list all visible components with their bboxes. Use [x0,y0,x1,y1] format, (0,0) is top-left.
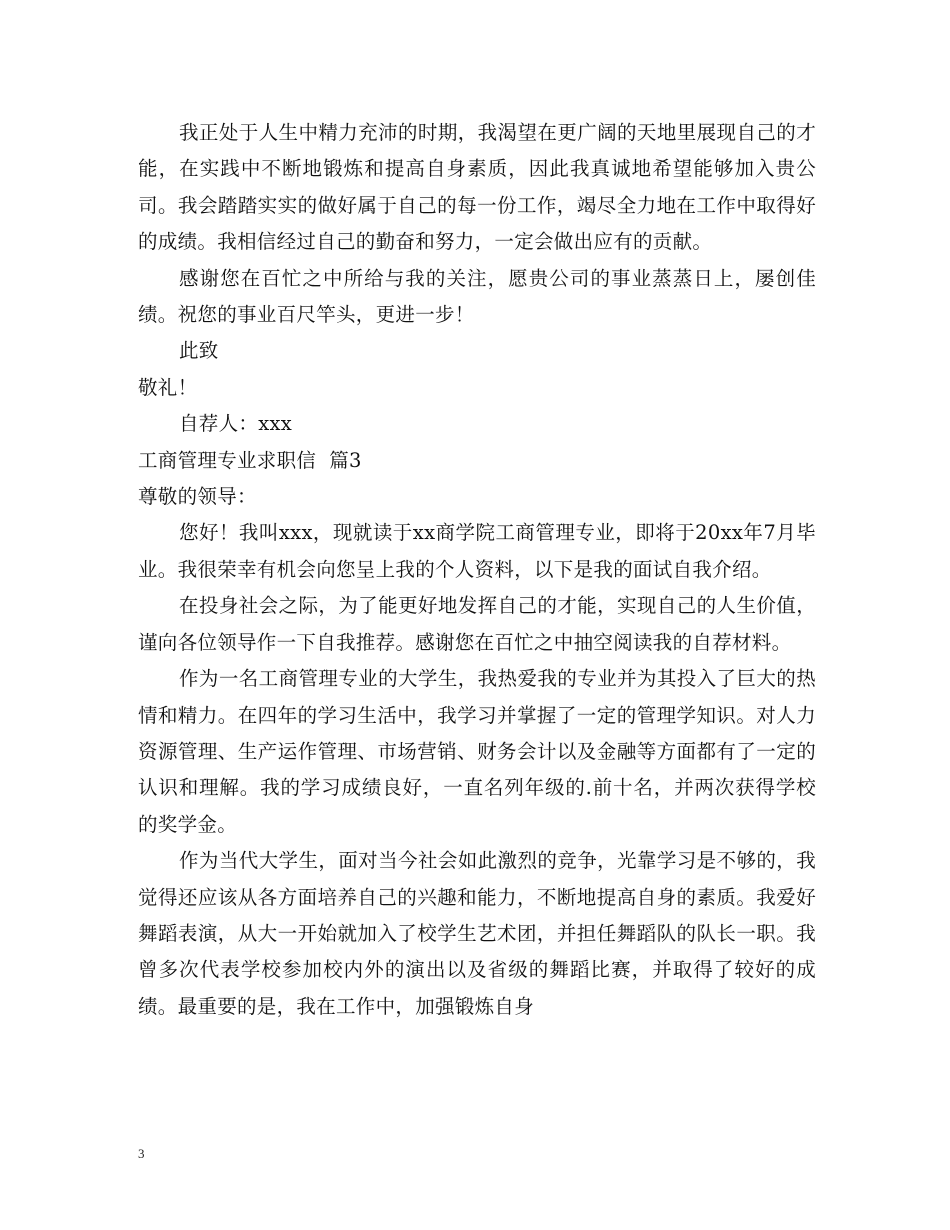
salutation: 尊敬的领导： [138,485,257,509]
paragraph-activities: 作为当代大学生，面对当今社会如此激烈的竞争，光靠学习是不够的，我觉得还应该从各方面培养自己的兴趣和能力，不断地提高自身的素质。我爱好舞蹈表演，从大一开始就加入了校学生艺术团，并担任舞蹈队的队长一职。我曾多次代表学校参加校内外的演出以及省级的舞蹈比赛，并取得了较好的成绩。最重要的是，我在工作中，加强锻炼自身 [138,849,816,1018]
signature-line: 自荐人：xxx [179,412,293,436]
closing-jingli: 敬礼！ [138,375,198,399]
paragraph-recommendation: 在投身社会之际，为了能更好地发挥自己的才能，实现自己的人生价值，谨向各位领导作一下自我推荐。感谢您在百忙之中抽空阅读我的自荐材料。 [138,594,816,654]
section-heading: 工商管理专业求职信 篇3 [138,448,362,472]
paragraph-aspiration: 我正处于人生中精力充沛的时期，我渴望在更广阔的天地里展现自己的才能，在实践中不断地锻炼和提高自身素质，因此我真诚地希望能够加入贵公司。我会踏踏实实的做好属于自己的每一份工作，竭尽全力地在工作中取得好的成绩。我相信经过自己的勤奋和努力，一定会做出应有的贡献。 [138,121,816,254]
document-body [138,115,816,1025]
paragraph-study: 作为一名工商管理专业的大学生，我热爱我的专业并为其投入了巨大的热情和精力。在四年的学习生活中，我学习并掌握了一定的管理学知识。对人力资源管理、生产运作管理、市场营销、财务会计以及金融等方面都有了一定的认识和理解。我的学习成绩良好，一直名列年级的.前十名，并两次获得学校的奖学金。 [138,667,816,836]
paragraph-intro: 您好！我叫xxx，现就读于xx商学院工商管理专业，即将于20xx年7月毕业。我很荣幸有机会向您呈上我的个人资料，以下是我的面试自我介绍。 [138,521,816,581]
page-number: 3 [138,1146,145,1161]
paragraph-thanks: 感谢您在百忙之中所给与我的关注，愿贵公司的事业蒸蒸日上，屡创佳绩。祝您的事业百尺竿头，更进一步！ [138,266,816,327]
closing-cizhi: 此致 [179,339,219,363]
